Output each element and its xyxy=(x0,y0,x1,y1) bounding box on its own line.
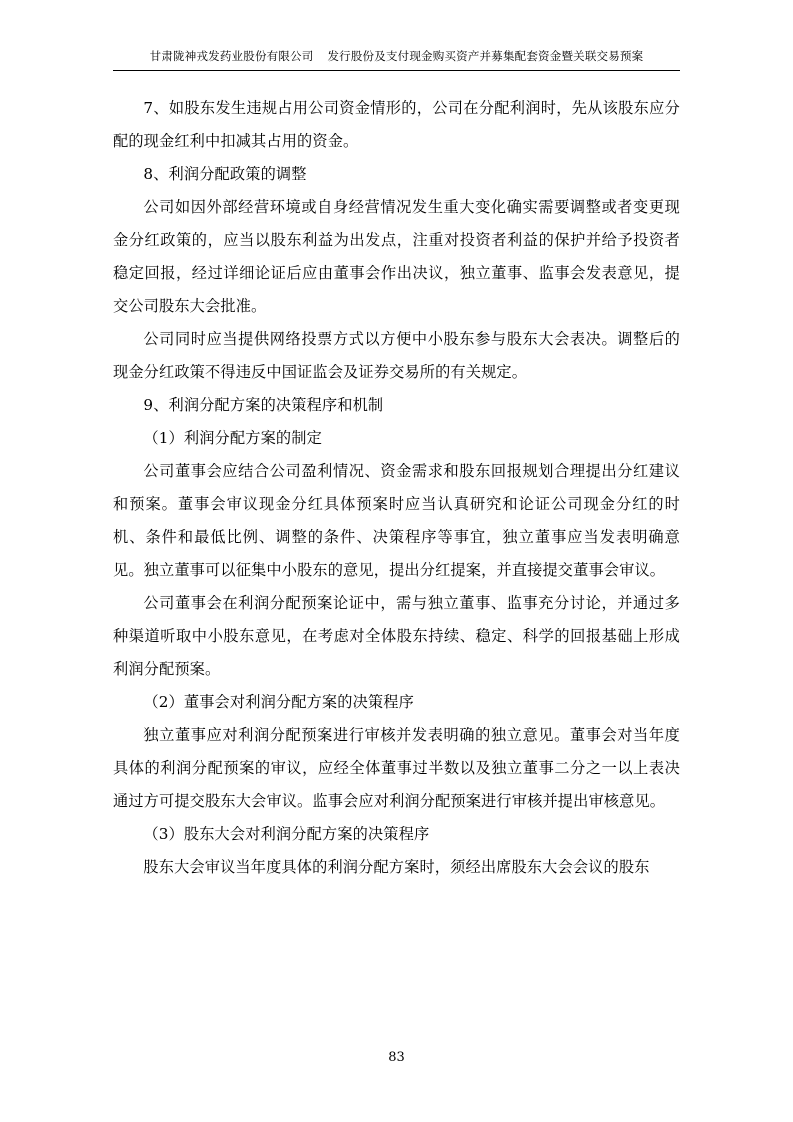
paragraph: 7、如股东发生违规占用公司资金情形的，公司在分配利润时，先从该股东应分配的现金红利中扣减其占用的资金。 xyxy=(113,99,680,150)
paragraph: 9、利润分配方案的决策程序和机制 xyxy=(143,396,384,414)
paragraph: 公司同时应当提供网络投票方式以方便中小股东参与股东大会表决。调整后的现金分红政策不得违反中国证监会及证券交易所的有关规定。 xyxy=(113,330,680,381)
paragraph: （2）董事会对利润分配方案的决策程序 xyxy=(143,693,414,711)
paragraph: 股东大会审议当年度具体的利润分配方案时，须经出席股东大会会议的股东 xyxy=(143,858,650,876)
paragraph: 8、利润分配政策的调整 xyxy=(143,165,307,183)
header-company-name: 甘肃陇神戎发药业股份有限公司 xyxy=(149,49,314,63)
paragraph: 独立董事应对利润分配预案进行审核并发表明确的独立意见。董事会对当年度具体的利润分配预案的审议，应经全体董事过半数以及独立董事二分之一以上表决通过方可提交股东大会审议。监事会应对利润分配预案进行审核并提出审核意见。 xyxy=(113,726,680,810)
header-divider xyxy=(113,70,680,71)
page-number: 83 xyxy=(388,1050,405,1065)
paragraph: （3）股东大会对利润分配方案的决策程序 xyxy=(143,825,430,843)
document-body xyxy=(113,92,680,884)
paragraph: 公司董事会在利润分配预案论证中，需与独立董事、监事充分讨论，并通过多种渠道听取中小股东意见，在考虑对全体股东持续、稳定、科学的回报基础上形成利润分配预案。 xyxy=(113,594,680,678)
paragraph: （1）利润分配方案的制定 xyxy=(143,429,322,447)
header-document-title: 发行股份及支付现金购买资产并募集配套资金暨关联交易预案 xyxy=(327,49,644,63)
paragraph: 公司如因外部经营环境或自身经营情况发生重大变化确实需要调整或者变更现金分红政策的，应当以股东利益为出发点，注重对投资者利益的保护并给予投资者稳定回报，经过详细论证后应由董事会作出决议，独立董事、监事会发表意见，提交公司股东大会批准。 xyxy=(113,198,680,315)
paragraph: 公司董事会应结合公司盈利情况、资金需求和股东回报规划合理提出分红建议和预案。董事会审议现金分红具体预案时应当认真研究和论证公司现金分红的时机、条件和最低比例、调整的条件、决策程序等事宜，独立董事应当发表明确意见。独立董事可以征集中小股东的意见，提出分红提案，并直接提交董事会审议。 xyxy=(113,462,680,579)
page-header xyxy=(0,48,793,64)
page-footer xyxy=(0,1050,793,1065)
